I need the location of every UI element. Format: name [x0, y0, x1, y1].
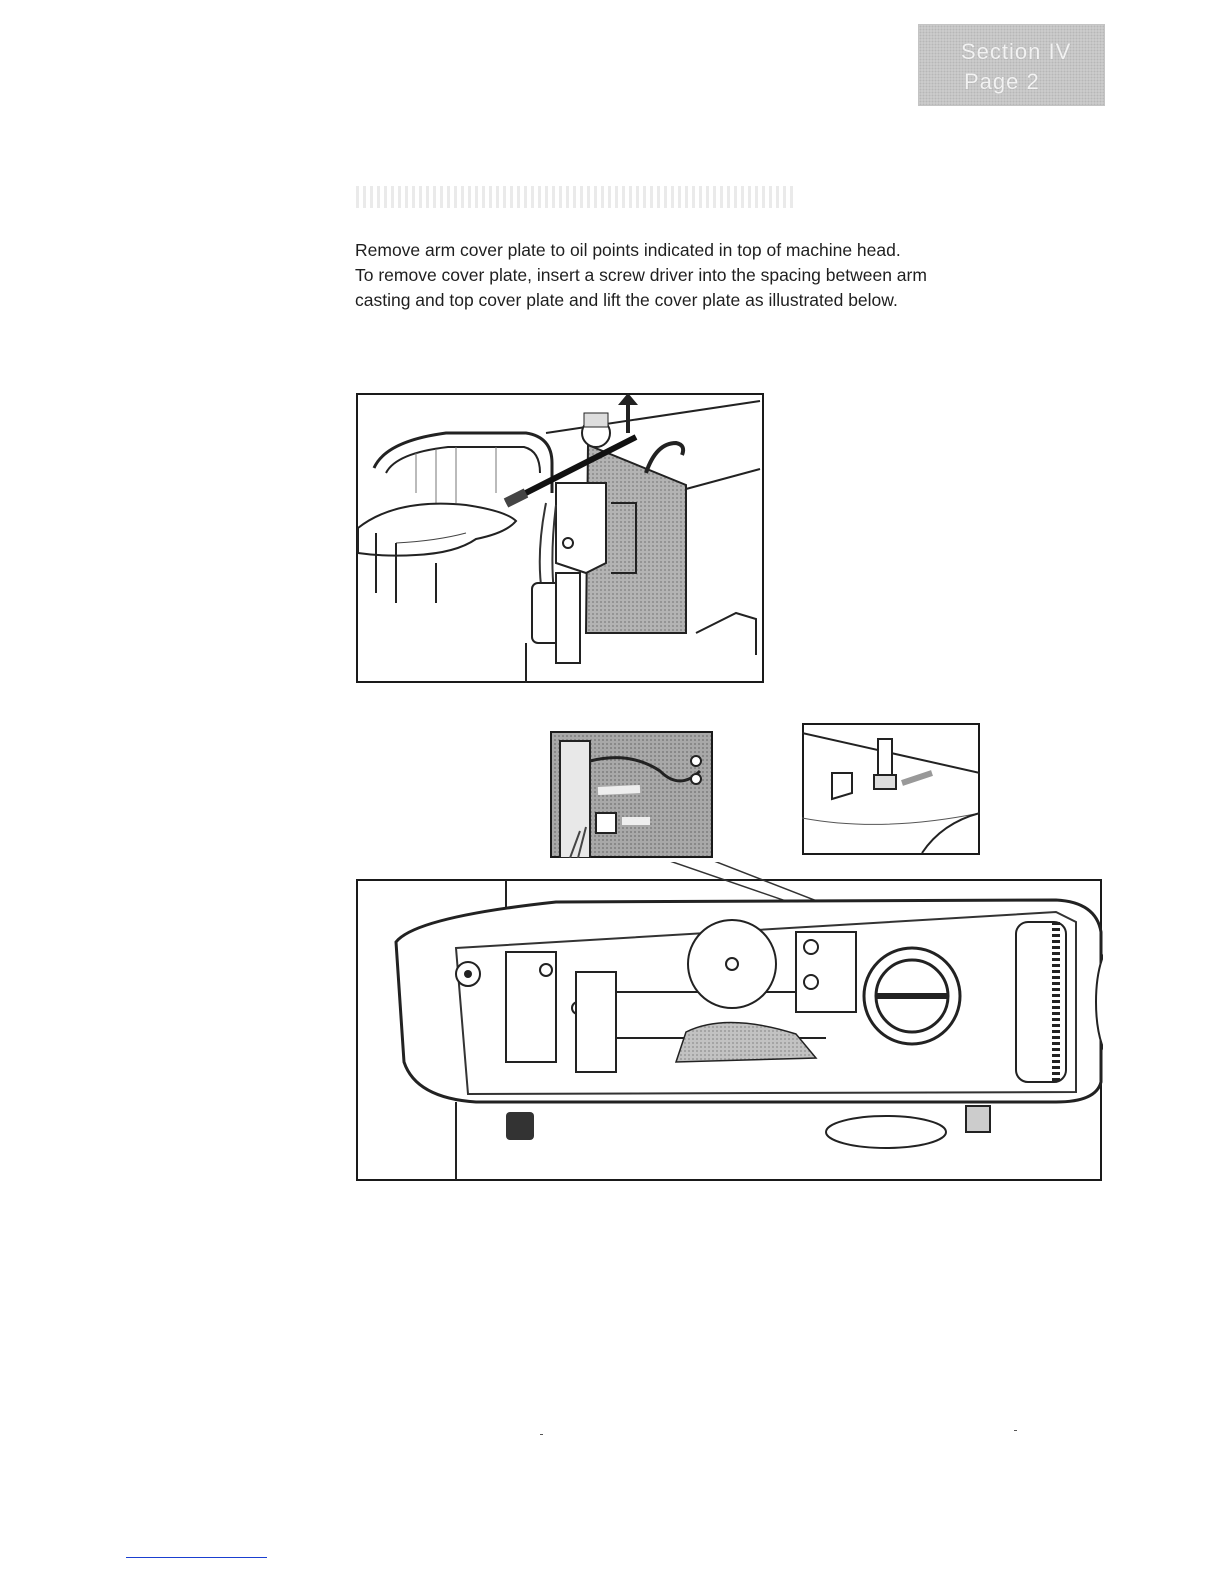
scan-speck — [540, 1434, 543, 1435]
figure-detail-left — [550, 731, 713, 858]
figure-remove-cover-plate — [356, 393, 766, 685]
instruction-line-2: To remove cover plate, insert a screw driver into the spacing between arm — [355, 265, 927, 285]
instruction-line-3: casting and top cover plate and lift the cover plate as illustrated below. — [355, 290, 898, 310]
scan-speck — [1014, 1430, 1017, 1431]
instruction-paragraph — [355, 238, 1100, 313]
figure-detail-right — [802, 723, 980, 855]
section-page-tab — [918, 24, 1105, 106]
page-label: Page 2 — [964, 69, 1040, 94]
section-label: Section IV — [961, 39, 1072, 64]
bottom-rule — [126, 1557, 267, 1558]
instruction-line-1: Remove arm cover plate to oil points indicated in top of machine head. — [355, 240, 901, 260]
faded-heading — [356, 186, 796, 208]
figure-machine-head-top — [356, 862, 1103, 1190]
